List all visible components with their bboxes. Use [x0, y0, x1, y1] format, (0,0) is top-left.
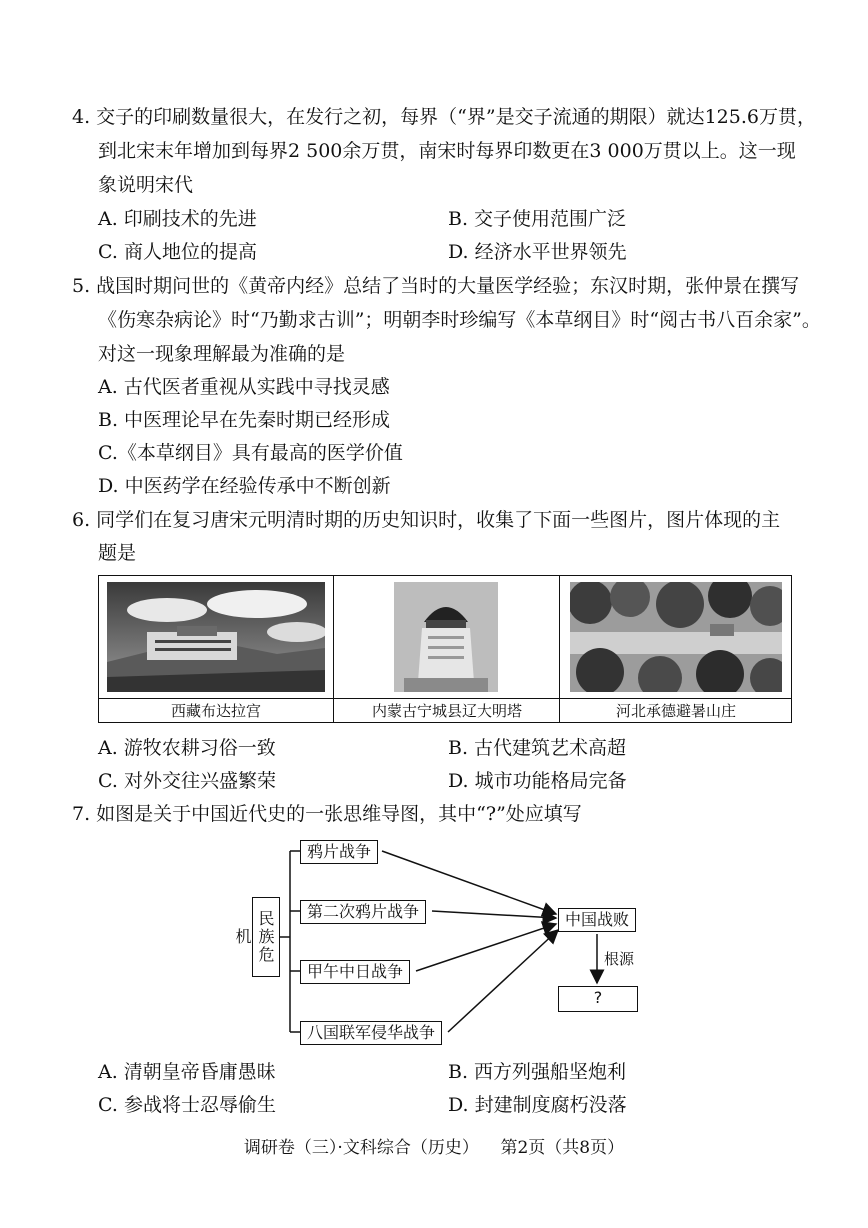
- q6-stem-line-2: 题是: [98, 542, 137, 564]
- q7-option-c: C. 参战将士忍辱偷生: [98, 1094, 276, 1116]
- q5-option-b: B. 中医理论早在先秦时期已经形成: [98, 409, 391, 431]
- caption-potala: 西藏布达拉宫: [170, 702, 261, 720]
- q6-option-d: D. 城市功能格局完备: [448, 770, 627, 792]
- result-node-china-defeat: 中国战败: [558, 908, 636, 932]
- q4-stem-line-1: 4. 交子的印刷数量很大，在发行之初，每界（“界”是交子流通的期限）就达125.6万贯，: [72, 106, 816, 128]
- q4-option-a: A. 印刷技术的先进: [98, 208, 257, 230]
- war-node-second-opium-war: 第二次鸦片战争: [300, 900, 426, 924]
- q4-option-d: D. 经济水平世界领先: [448, 241, 627, 263]
- page-footer: 调研卷（三）·文科综合（历史） 第2页（共8页）: [243, 1138, 625, 1158]
- q4-option-c: C. 商人地位的提高: [98, 241, 257, 263]
- q5-option-c: C.《本草纲目》具有最高的医学价值: [98, 442, 403, 464]
- q7-option-b: B. 西方列强船坚炮利: [448, 1061, 627, 1083]
- q6-stem-line-1: 6. 同学们在复习唐宋元明清时期的历史知识时，收集了下面一些图片，图片体现的主: [72, 509, 781, 531]
- war-node-sino-japanese-war: 甲午中日战争: [300, 960, 410, 984]
- q5-option-d: D. 中医药学在经验传承中不断创新: [98, 475, 391, 497]
- caption-mountain-resort: 河北承德避暑山庄: [559, 699, 792, 723]
- q4-stem-line-3: 象说明宋代: [98, 174, 194, 196]
- root-node-national-crisis: 民族危机: [252, 897, 280, 977]
- war-node-opium-war: 鸦片战争: [300, 840, 378, 864]
- unknown-node: ?: [558, 986, 638, 1012]
- q5-option-a: A. 古代医者重视从实践中寻找灵感: [98, 376, 390, 398]
- war-node-eight-nation-war: 八国联军侵华战争: [300, 1021, 442, 1045]
- q5-stem-line-3: 对这一现象理解最为准确的是: [98, 343, 346, 365]
- q7-option-a: A. 清朝皇帝昏庸愚昧: [98, 1061, 276, 1083]
- q4-stem-line-2: 到北宋末年增加到每界2 500余万贯，南宋时每界印数更在3 000万贯以上。这一现: [98, 140, 796, 162]
- q6-option-c: C. 对外交往兴盛繁荣: [98, 770, 276, 792]
- q5-stem-line-1: 5. 战国时期问世的《黄帝内经》总结了当时的大量医学经验；东汉时期，张仲景在撰写: [72, 275, 800, 297]
- link-label-root-cause: 根源: [604, 950, 635, 968]
- caption-pagoda: 内蒙古宁城县辽大明塔: [333, 699, 560, 723]
- q4-option-b: B. 交子使用范围广泛: [448, 208, 627, 230]
- q7-stem-line-1: 7. 如图是关于中国近代史的一张思维导图，其中“?”处应填写: [72, 803, 582, 825]
- q7-option-d: D. 封建制度腐朽没落: [448, 1094, 627, 1116]
- q5-stem-line-2: 《伤寒杂病论》时“乃勤求古训”；明朝李时珍编写《本草纲目》时“阅古书八百余家”。: [98, 309, 821, 331]
- q6-option-b: B. 古代建筑艺术高超: [448, 737, 627, 759]
- q6-option-a: A. 游牧农耕习俗一致: [98, 737, 276, 759]
